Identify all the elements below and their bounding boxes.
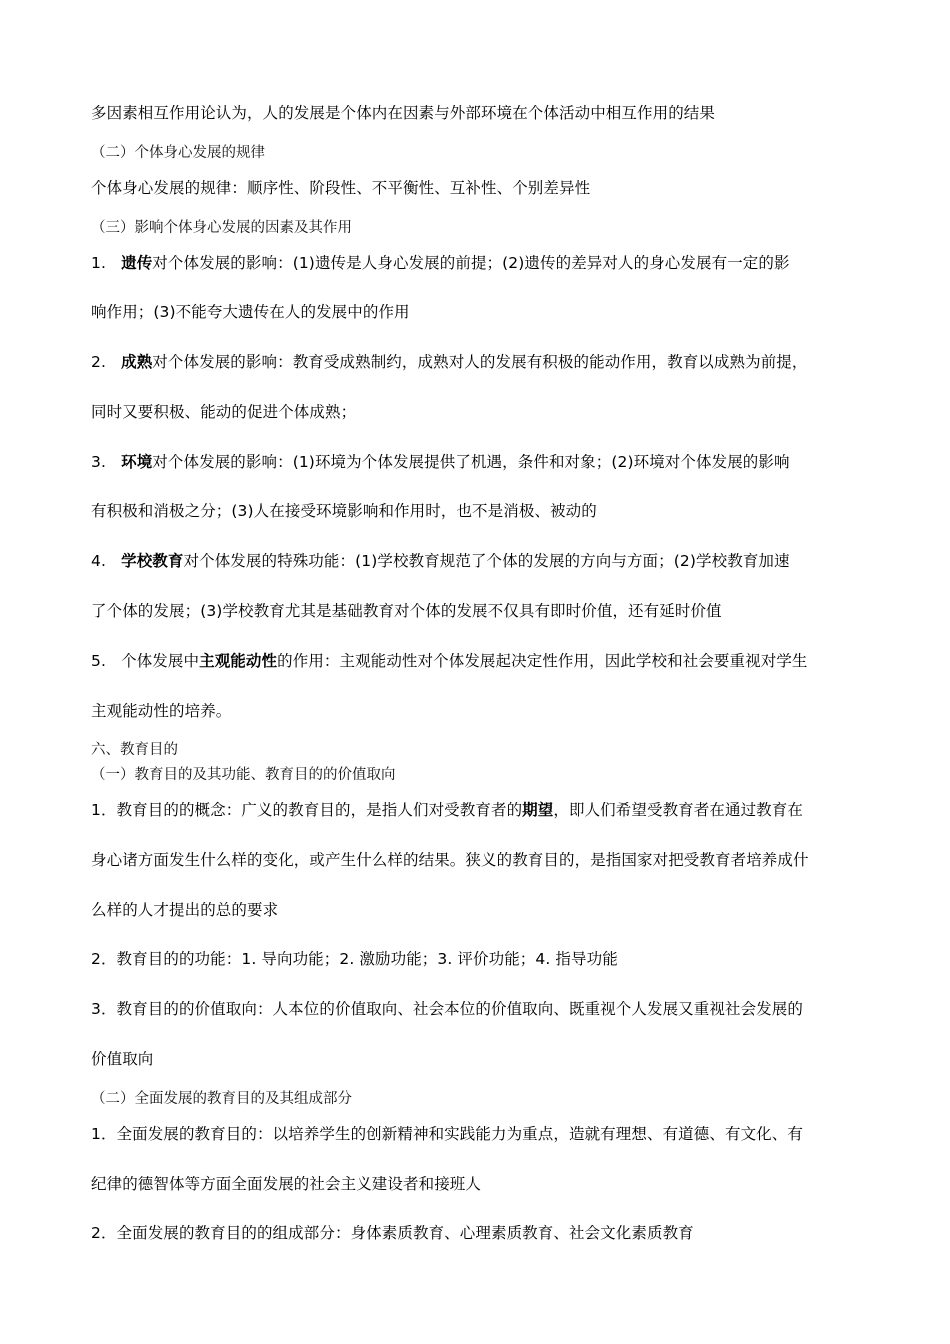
item-number: 2. (91, 353, 106, 371)
item-keyword: 遗传 (121, 254, 153, 272)
item-keyword: 学校教育 (121, 552, 184, 570)
item-text: 对个体发展的影响：(1)环境为个体发展提供了机遇，条件和对象；(2)环境对个体发展的影响 (152, 453, 790, 471)
heading-goal-functions: （一）教育目的及其功能、教育目的的价值取向 (91, 767, 396, 783)
goal-concept (91, 800, 871, 820)
heading-comprehensive-development: （二）全面发展的教育目的及其组成部分 (91, 1091, 352, 1107)
item-maturity-continued: 同时又要积极、能动的促进个体成熟； (91, 403, 357, 421)
goal-value-orientation-continued: 价值取向 (91, 1050, 154, 1068)
item-number: 3. (91, 453, 106, 471)
item-subjective-initiative-continued: 主观能动性的培养。 (91, 702, 232, 720)
heading-influencing-factors: （三）影响个体身心发展的因素及其作用 (91, 220, 352, 236)
item-keyword: 环境 (121, 453, 153, 471)
comprehensive-goal: 1．全面发展的教育目的：以培养学生的创新精神和实践能力为重点，造就有理想、有道德、有文化、有 (91, 1125, 803, 1143)
heading-development-laws: （二）个体身心发展的规律 (91, 145, 265, 161)
paragraph-interaction-theory: 多因素相互作用论认为，人的发展是个体内在因素与外部环境在个体活动中相互作用的结果 (91, 104, 716, 122)
item-number: 1. (91, 254, 106, 272)
item-subjective-initiative (91, 651, 871, 671)
item-heredity-continued: 响作用；(3)不能夸大遗传在人的发展中的作用 (91, 303, 410, 321)
goal-concept-continued-2: 么样的人才提出的总的要求 (91, 901, 279, 919)
heading-education-goal: 六、教育目的 (91, 742, 178, 758)
item-school-education-continued: 了个体的发展；(3)学校教育尤其是基础教育对个体的发展不仅具有即时价值，还有延时价值 (91, 602, 722, 620)
item-number: 5. (91, 652, 106, 670)
item-keyword: 主观能动性 (199, 652, 278, 670)
item-prefix: 个体发展中 (121, 652, 200, 670)
paragraph-development-laws: 个体身心发展的规律：顺序性、阶段性、不平衡性、互补性、个别差异性 (91, 179, 591, 197)
item-number: 4. (91, 552, 106, 570)
item-environment (91, 452, 871, 472)
item-keyword: 成熟 (121, 353, 153, 371)
comprehensive-goal-components: 2．全面发展的教育目的的组成部分：身体素质教育、心理素质教育、社会文化素质教育 (91, 1224, 694, 1242)
item-text: 对个体发展的特殊功能：(1)学校教育规范了个体的发展的方向与方面；(2)学校教育加速 (183, 552, 790, 570)
comprehensive-goal-continued: 纪律的德智体等方面全面发展的社会主义建设者和接班人 (91, 1175, 482, 1193)
goal-functions: 2．教育目的的功能：1. 导向功能；2. 激励功能；3. 评价功能；4. 指导功能 (91, 950, 618, 968)
goal-concept-continued-1: 身心诸方面发生什么样的变化，或产生什么样的结果。狭义的教育目的，是指国家对把受教育者培养成什 (91, 851, 809, 869)
item-heredity (91, 253, 871, 273)
goal-value-orientation: 3．教育目的的价值取向：人本位的价值取向、社会本位的价值取向、既重视个人发展又重视社会发展的 (91, 1000, 803, 1018)
item-text: 对个体发展的影响：教育受成熟制约，成熟对人的发展有积极的能动作用，教育以成熟为前提， (152, 353, 808, 371)
goal-concept-prefix: 1．教育目的的概念：广义的教育目的，是指人们对受教育者的 (91, 801, 523, 819)
item-maturity (91, 352, 871, 372)
item-text: 的作用：主观能动性对个体发展起决定性作用，因此学校和社会要重视对学生 (277, 652, 808, 670)
item-environment-continued: 有积极和消极之分；(3)人在接受环境影响和作用时，也不是消极、被动的 (91, 502, 597, 520)
goal-concept-text: ，即人们希望受教育者在通过教育在 (553, 801, 803, 819)
item-school-education (91, 551, 871, 571)
item-text: 对个体发展的影响：(1)遗传是人身心发展的前提；(2)遗传的差异对人的身心发展有一定的影 (152, 254, 790, 272)
goal-concept-keyword: 期望 (522, 801, 554, 819)
